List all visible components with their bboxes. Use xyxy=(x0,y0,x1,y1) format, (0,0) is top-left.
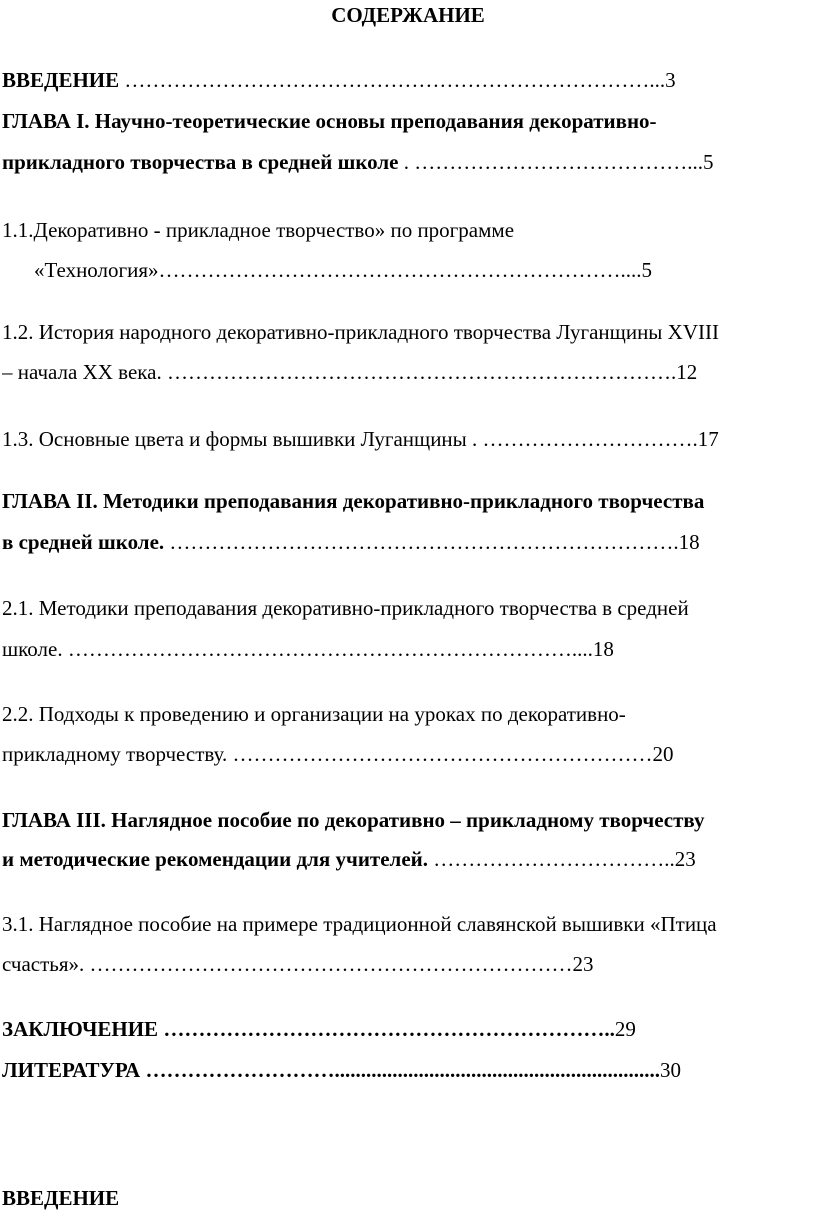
toc-entry-label: ГЛАВА I. Научно-теоретические основы преподавания декоративно- xyxy=(2,109,657,133)
toc-leader-dots: …………………………………………………………… xyxy=(84,952,573,976)
toc-page-number: 23 xyxy=(572,952,594,976)
toc-entry-section-1-1-line2[interactable] xyxy=(34,256,814,284)
toc-entry-label: и методические рекомендации для учителей. xyxy=(2,847,429,871)
toc-entry-label: 3.1. Наглядное пособие на примере традиционной славянской вышивки «Птица xyxy=(2,912,717,936)
toc-entry-label: «Технология» xyxy=(34,258,159,282)
toc-page-number: 5 xyxy=(641,258,653,282)
toc-page-number: 20 xyxy=(652,742,674,766)
toc-entry-label: ЛИТЕРАТУРА xyxy=(2,1058,141,1082)
toc-entry-chapter-2-line2[interactable] xyxy=(2,528,814,556)
toc-page-number: 30 xyxy=(659,1058,681,1082)
toc-entry-label: ЗАКЛЮЧЕНИЕ xyxy=(2,1017,159,1041)
toc-entry-chapter-2-line1[interactable] xyxy=(2,487,814,515)
toc-page-number: 18 xyxy=(592,637,614,661)
toc-page-number: 17 xyxy=(697,427,719,451)
toc-entry-label: ГЛАВА II. Методики преподавания декоративно-прикладного творчества xyxy=(2,489,705,513)
toc-entry-section-2-1-line2[interactable] xyxy=(2,635,814,663)
toc-leader-dots: ………………………………………………………………. xyxy=(164,530,679,554)
toc-entry-section-2-2-line2[interactable] xyxy=(2,740,814,768)
toc-entry-chapter-1-line2[interactable] xyxy=(2,148,814,176)
toc-entry-section-1-3[interactable] xyxy=(2,425,814,453)
toc-leader-dots: ……………………….............................................................. xyxy=(140,1058,660,1082)
toc-entry-label: 1.1.Декоративно - прикладное творчество» по программе xyxy=(2,218,515,242)
toc-entry-label: школе. xyxy=(2,637,63,661)
toc-leader-dots: ……………………………………………………………….... xyxy=(62,637,593,661)
toc-entry-label: счастья». xyxy=(2,952,85,976)
toc-leader-dots: …………………………….. xyxy=(428,847,675,871)
toc-entry-conclusion[interactable] xyxy=(2,1015,814,1043)
toc-page-number: 12 xyxy=(676,360,698,384)
toc-page-number: 5 xyxy=(702,150,714,174)
toc-page-number: 18 xyxy=(678,530,700,554)
toc-entry-section-2-2-line1[interactable] xyxy=(2,700,814,728)
toc-entry-section-3-1-line1[interactable] xyxy=(2,910,814,938)
toc-entry-chapter-1-line1[interactable] xyxy=(2,107,814,135)
toc-page-number: 23 xyxy=(674,847,696,871)
toc-entry-section-2-1-line1[interactable] xyxy=(2,594,814,622)
toc-entry-label: 2.1. Методики преподавания декоративно-прикладного творчества в средней xyxy=(2,596,689,620)
toc-entry-literature[interactable] xyxy=(2,1056,814,1084)
toc-leader-dots: . …………………………………... xyxy=(398,150,703,174)
toc-entry-label: 1.3. Основные цвета и формы вышивки Луганщины xyxy=(2,427,467,451)
toc-leader-dots: ……………………………………………………….. xyxy=(158,1017,615,1041)
toc-page-number: 3 xyxy=(665,68,676,92)
toc-entry-label: ВВЕДЕНИЕ xyxy=(2,68,120,92)
section-heading-intro: ВВЕДЕНИЕ xyxy=(2,1186,120,1210)
toc-entry-section-3-1-line2[interactable] xyxy=(2,950,814,978)
toc-page-number: 29 xyxy=(614,1017,636,1041)
toc-entry-section-1-1-line1[interactable] xyxy=(2,216,814,244)
toc-entry-label: 1.2. История народного декоративно-прикладного творчества Луганщины XVIII xyxy=(2,320,719,344)
toc-entry-label: прикладного творчества в средней школе xyxy=(2,150,399,174)
toc-leader-dots: …………………………………………………… xyxy=(227,742,653,766)
toc-entry-chapter-3-line1[interactable] xyxy=(2,806,814,834)
toc-entry-label: ГЛАВА III. Наглядное пособие по декоративно – прикладному творчеству xyxy=(2,808,705,832)
toc-entry-intro[interactable] xyxy=(2,66,814,94)
page-title: СОДЕРЖАНИЕ xyxy=(331,3,485,27)
toc-leader-dots: . …………………………. xyxy=(466,427,698,451)
toc-entry-section-1-2-line1[interactable] xyxy=(2,318,814,346)
toc-entry-label: прикладному творчеству. xyxy=(2,742,228,766)
toc-entry-section-1-2-line2[interactable] xyxy=(2,358,814,386)
toc-entry-label: в средней школе. xyxy=(2,530,165,554)
toc-leader-dots: ………………………………………………………………. xyxy=(161,360,677,384)
toc-entry-label: 2.2. Подходы к проведению и организации на уроках по декоративно- xyxy=(2,702,626,726)
toc-entry-chapter-3-line2[interactable] xyxy=(2,845,814,873)
toc-entry-label: – начала XX века. xyxy=(2,360,162,384)
toc-leader-dots: ………………………………………………………….... xyxy=(158,258,642,282)
toc-leader-dots: …………………………………………………………………... xyxy=(119,68,666,92)
